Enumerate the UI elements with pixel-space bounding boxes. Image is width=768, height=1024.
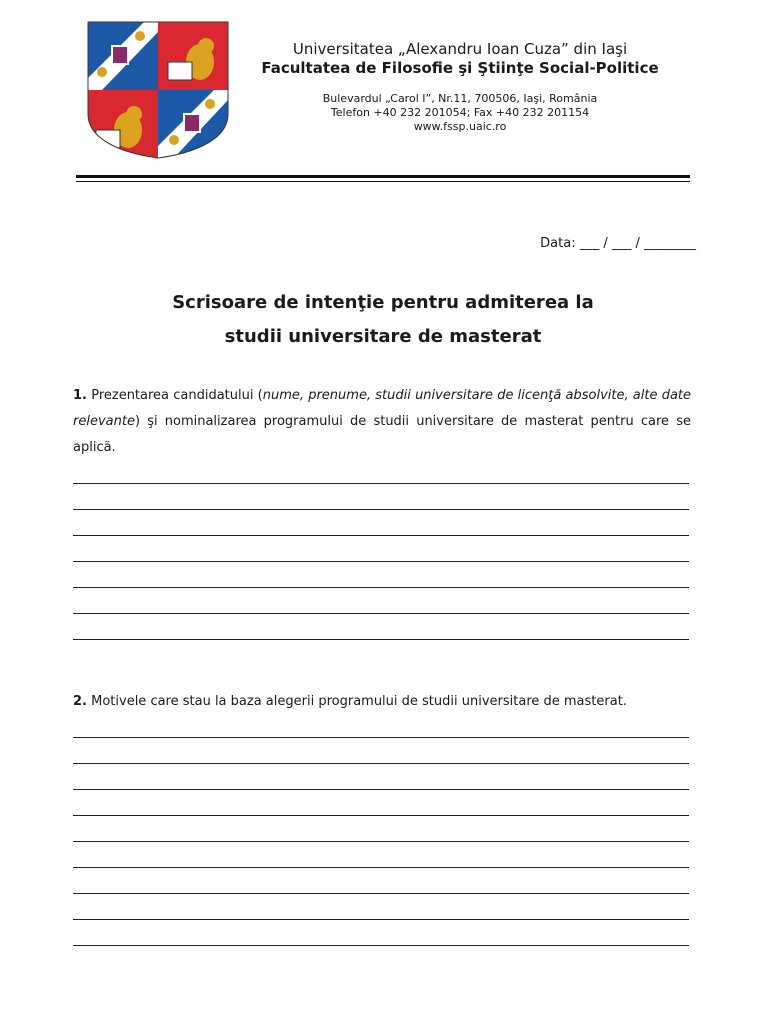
faculty-name: Facultatea de Filosofie şi Ştiinţe Social-Politice [261,59,659,77]
header-rule-thin [76,181,690,182]
section-1-text-after: ) şi nominalizarea programului de studii universitare de masterat pentru care se aplică. [73,414,691,455]
answer-line[interactable] [73,712,689,738]
phone-fax: Telefon +40 232 201054; Fax +40 232 201154 [330,106,590,119]
answer-line[interactable] [73,894,689,920]
answer-line[interactable] [73,764,689,790]
letterhead [240,40,680,134]
answer-line[interactable] [73,510,689,536]
university-crest-logo [82,18,234,160]
answer-line[interactable] [73,588,689,614]
answer-line[interactable] [73,484,689,510]
website: www.fssp.uaic.ro [413,120,507,133]
answer-line[interactable] [73,842,689,868]
university-name: Universitatea „Alexandru Ioan Cuza” din Iaşi [292,40,628,58]
answer-line[interactable] [73,562,689,588]
title-line-2: studii universitare de masterat [224,326,542,347]
date-field: Data: ___ / ___ / ________ [540,236,696,251]
section-2-number: 2. [73,694,87,709]
section-2-text: Motivele care stau la baza alegerii programului de studii universitare de masterat. [91,694,627,709]
section-1-text-before: Prezentarea candidatului ( [91,388,263,403]
answer-line[interactable] [73,790,689,816]
answer-line[interactable] [73,920,689,946]
header-rule-thick [76,175,690,178]
title-line-1: Scrisoare de intenţie pentru admiterea la [172,292,594,313]
section-2-answer-lines[interactable] [73,712,689,946]
section-1-answer-lines[interactable] [73,458,689,640]
answer-line[interactable] [73,738,689,764]
answer-line[interactable] [73,536,689,562]
address: Bulevardul „Carol I”, Nr.11, 700506, Iaşi, România [322,92,598,105]
section-1-italic-text: nume, prenume, studii universitare de licenţă absolvite, alte date relevante [73,388,692,429]
document-title [76,286,690,354]
section-1-prompt [73,383,691,461]
answer-line[interactable] [73,868,689,894]
answer-line[interactable] [73,458,689,484]
answer-line[interactable] [73,816,689,842]
answer-line[interactable] [73,614,689,640]
section-1-number: 1. [73,388,87,403]
